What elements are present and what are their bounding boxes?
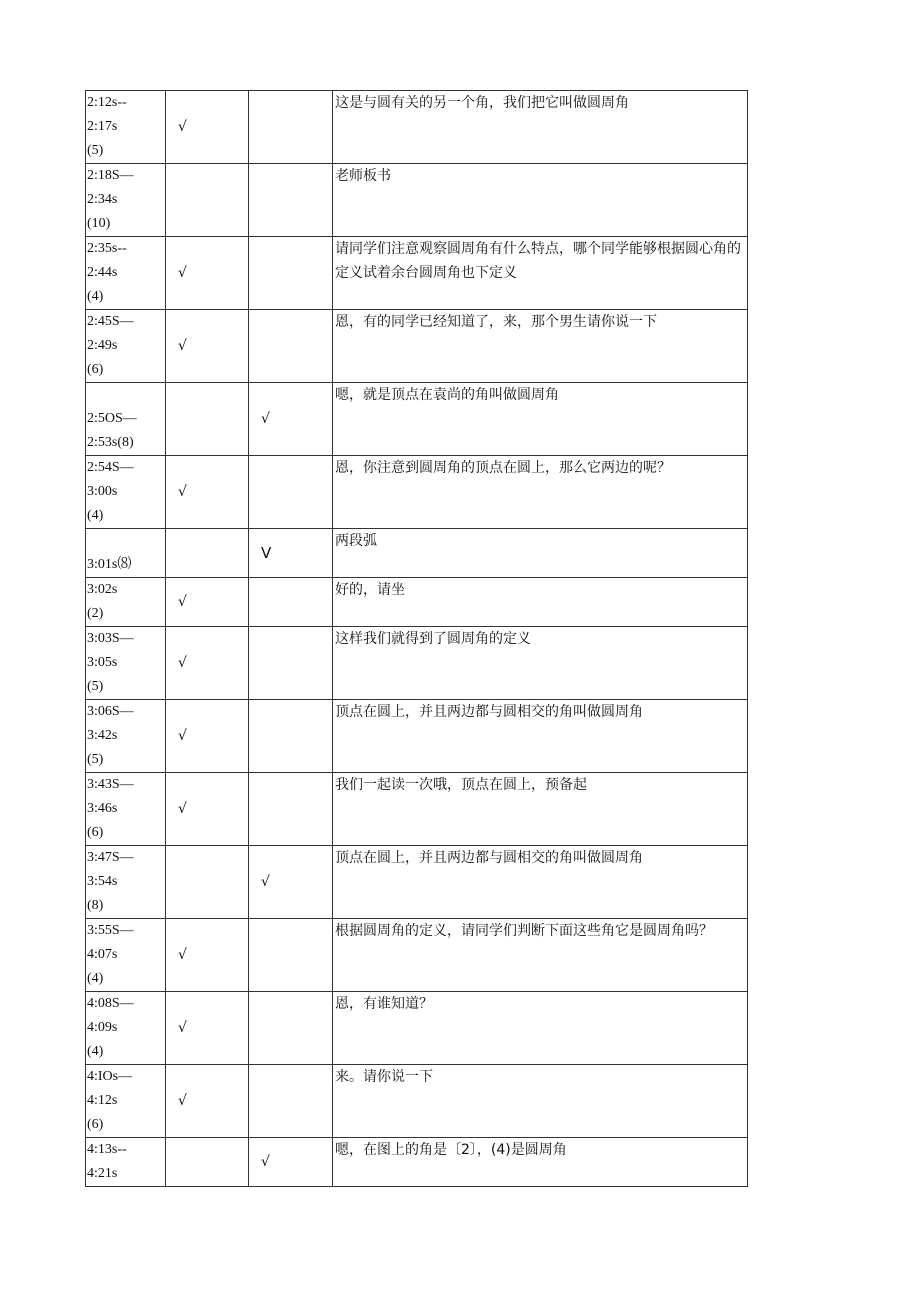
table-row [86, 700, 748, 773]
time-cell: 3:55S— 4:07s (4) [86, 919, 166, 992]
time-cell: 2:5OS— 2:53s(8) [86, 383, 166, 456]
transcript-cell: 我们一起读一次哦，顶点在圆上，预备起 [333, 773, 748, 846]
teacher-mark-cell: √ [166, 91, 249, 164]
time-cell: 3:02s (2) [86, 578, 166, 627]
table-row [86, 992, 748, 1065]
table-row [86, 578, 748, 627]
time-cell: 2:54S— 3:00s (4) [86, 456, 166, 529]
student-mark-cell [249, 578, 333, 627]
transcript-cell: 顶点在圆上，并且两边都与圆相交的角叫做圆周角 [333, 700, 748, 773]
teacher-mark-cell [166, 164, 249, 237]
transcript-cell: 老师板书 [333, 164, 748, 237]
transcript-cell: 恩，你注意到圆周角的顶点在圆上，那么它两边的呢？ [333, 456, 748, 529]
teacher-mark-cell: √ [166, 773, 249, 846]
transcript-cell: 两段弧 [333, 529, 748, 578]
student-mark-cell [249, 992, 333, 1065]
student-mark-cell [249, 627, 333, 700]
table-row [86, 383, 748, 456]
transcript-cell: 顶点在圆上，并且两边都与圆相交的角叫做圆周角 [333, 846, 748, 919]
table-row [86, 164, 748, 237]
transcript-cell: 这是与圆有关的另一个角，我们把它叫做圆周角 [333, 91, 748, 164]
transcript-cell: 来。请你说一下 [333, 1065, 748, 1138]
teacher-mark-cell [166, 383, 249, 456]
transcript-cell: 根据圆周角的定义，请同学们判断下面这些角它是圆周角吗？ [333, 919, 748, 992]
table-row [86, 456, 748, 529]
time-cell: 2:45S— 2:49s (6) [86, 310, 166, 383]
teacher-mark-cell: √ [166, 456, 249, 529]
time-cell: 4:08S— 4:09s (4) [86, 992, 166, 1065]
time-cell: 3:01s⑻ [86, 529, 166, 578]
table-row [86, 1138, 748, 1187]
time-cell: 2:12s-- 2:17s (5) [86, 91, 166, 164]
student-mark-cell [249, 237, 333, 310]
transcript-cell: 嗯，在图上的角是〔2〕，(4)是圆周角 [333, 1138, 748, 1187]
teacher-mark-cell: √ [166, 310, 249, 383]
time-cell: 3:43S— 3:46s (6) [86, 773, 166, 846]
time-cell: 2:18S— 2:34s (10) [86, 164, 166, 237]
teacher-mark-cell: √ [166, 627, 249, 700]
table-row [86, 627, 748, 700]
student-mark-cell [249, 456, 333, 529]
student-mark-cell [249, 164, 333, 237]
student-mark-cell [249, 91, 333, 164]
student-mark-cell [249, 700, 333, 773]
student-mark-cell [249, 773, 333, 846]
time-cell: 3:47S— 3:54s (8) [86, 846, 166, 919]
table-row [86, 529, 748, 578]
teacher-mark-cell: √ [166, 700, 249, 773]
teacher-mark-cell [166, 846, 249, 919]
observation-table [85, 90, 748, 1187]
student-mark-cell: V [249, 529, 333, 578]
transcript-cell: 恩，有谁知道？ [333, 992, 748, 1065]
table-row [86, 310, 748, 383]
teacher-mark-cell: √ [166, 578, 249, 627]
time-cell: 3:06S— 3:42s (5) [86, 700, 166, 773]
teacher-mark-cell [166, 529, 249, 578]
transcript-cell: 恩，有的同学已经知道了，来，那个男生请你说一下 [333, 310, 748, 383]
time-cell: 3:03S— 3:05s (5) [86, 627, 166, 700]
transcript-cell: 这样我们就得到了圆周角的定义 [333, 627, 748, 700]
table-row [86, 91, 748, 164]
table-row [86, 1065, 748, 1138]
student-mark-cell [249, 919, 333, 992]
time-cell: 4:IOs— 4:12s (6) [86, 1065, 166, 1138]
student-mark-cell [249, 310, 333, 383]
teacher-mark-cell: √ [166, 919, 249, 992]
teacher-mark-cell: √ [166, 1065, 249, 1138]
table-row [86, 237, 748, 310]
teacher-mark-cell [166, 1138, 249, 1187]
student-mark-cell: √ [249, 1138, 333, 1187]
transcript-cell: 嗯，就是顶点在袁尚的角叫做圆周角 [333, 383, 748, 456]
table-row [86, 846, 748, 919]
time-cell: 2:35s-- 2:44s (4) [86, 237, 166, 310]
student-mark-cell [249, 1065, 333, 1138]
table-row [86, 919, 748, 992]
time-cell: 4:13s-- 4:21s [86, 1138, 166, 1187]
student-mark-cell: √ [249, 383, 333, 456]
transcript-cell: 请同学们注意观察圆周角有什么特点，哪个同学能够根据圆心角的定义试着余台圆周角也下定义 [333, 237, 748, 310]
table-row [86, 773, 748, 846]
teacher-mark-cell: √ [166, 992, 249, 1065]
transcript-cell: 好的，请坐 [333, 578, 748, 627]
student-mark-cell: √ [249, 846, 333, 919]
teacher-mark-cell: √ [166, 237, 249, 310]
